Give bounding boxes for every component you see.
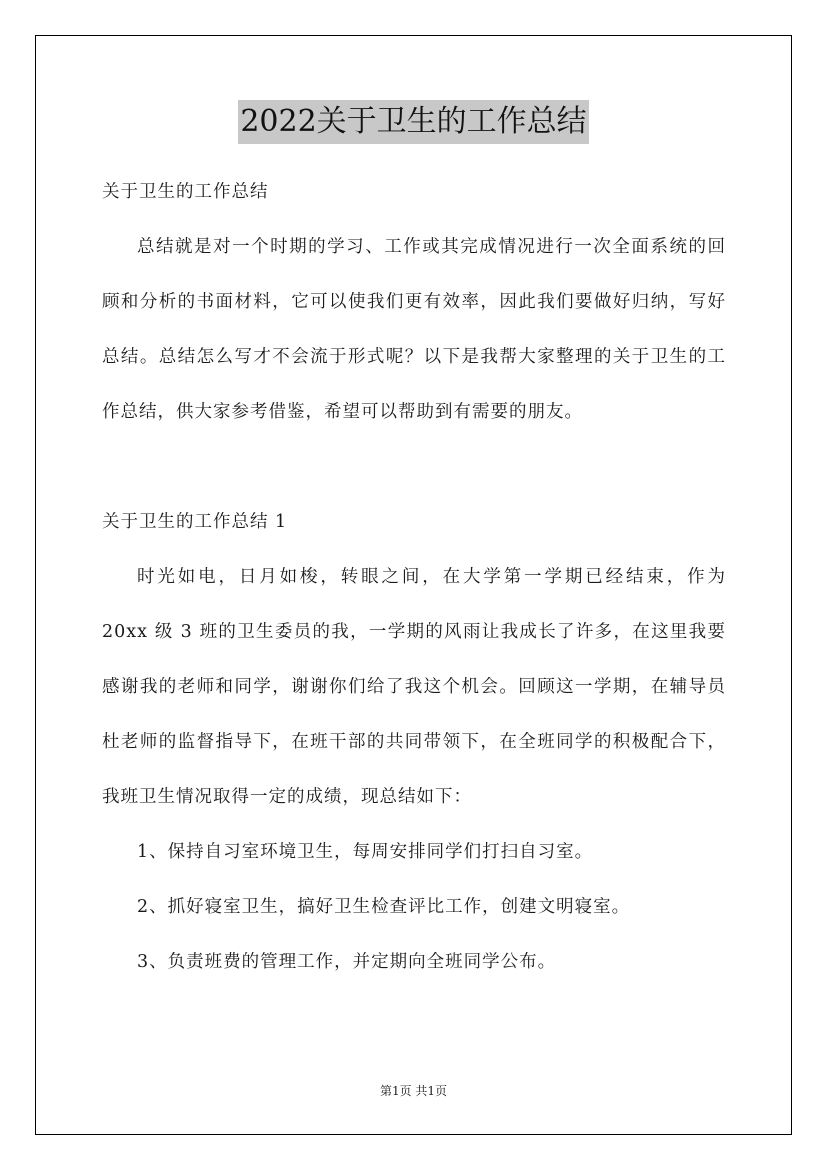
section-heading-1: 关于卫生的工作总结 1 bbox=[102, 512, 288, 532]
title-container bbox=[0, 100, 827, 144]
intro-paragraph: 总结就是对一个时期的学习、工作或其完成情况进行一次全面系统的回顾和分析的书面材料，它可以使我们更有效率，因此我们要做好归纳，写好总结。总结怎么写才不会流于形式呢？以下是我帮大家整理的关于卫生的工作总结，供大家参考借鉴，希望可以帮助到有需要的朋友。 bbox=[102, 237, 726, 422]
section-heading-intro: 关于卫生的工作总结 bbox=[102, 182, 269, 202]
document-body bbox=[102, 165, 726, 990]
list-item-1: 1、保持自习室环境卫生，每周安排同学们打扫自习室。 bbox=[137, 842, 594, 862]
body-paragraph-1: 时光如电，日月如梭，转眼之间，在大学第一学期已经结束，作为 20xx 级 3 班的卫生委员的我，一学期的风雨让我成长了许多，在这里我要感谢我的老师和同学，谢谢你们给了我这个机会。回顾这一学期，在辅导员杜老师的监督指导下，在班干部的共同带领下，在全班同学的积极配合下，我班卫生情况取得一定的成绩，现总结如下： bbox=[102, 567, 726, 807]
page-footer: 第1页 共1页 bbox=[379, 1084, 448, 1098]
paragraph-spacer bbox=[102, 440, 726, 495]
document-title: 2022关于卫生的工作总结 bbox=[238, 100, 588, 144]
list-item-2: 2、抓好寝室卫生，搞好卫生检查评比工作，创建文明寝室。 bbox=[137, 897, 631, 917]
list-item-3: 3、负责班费的管理工作，并定期向全班同学公布。 bbox=[137, 952, 557, 972]
